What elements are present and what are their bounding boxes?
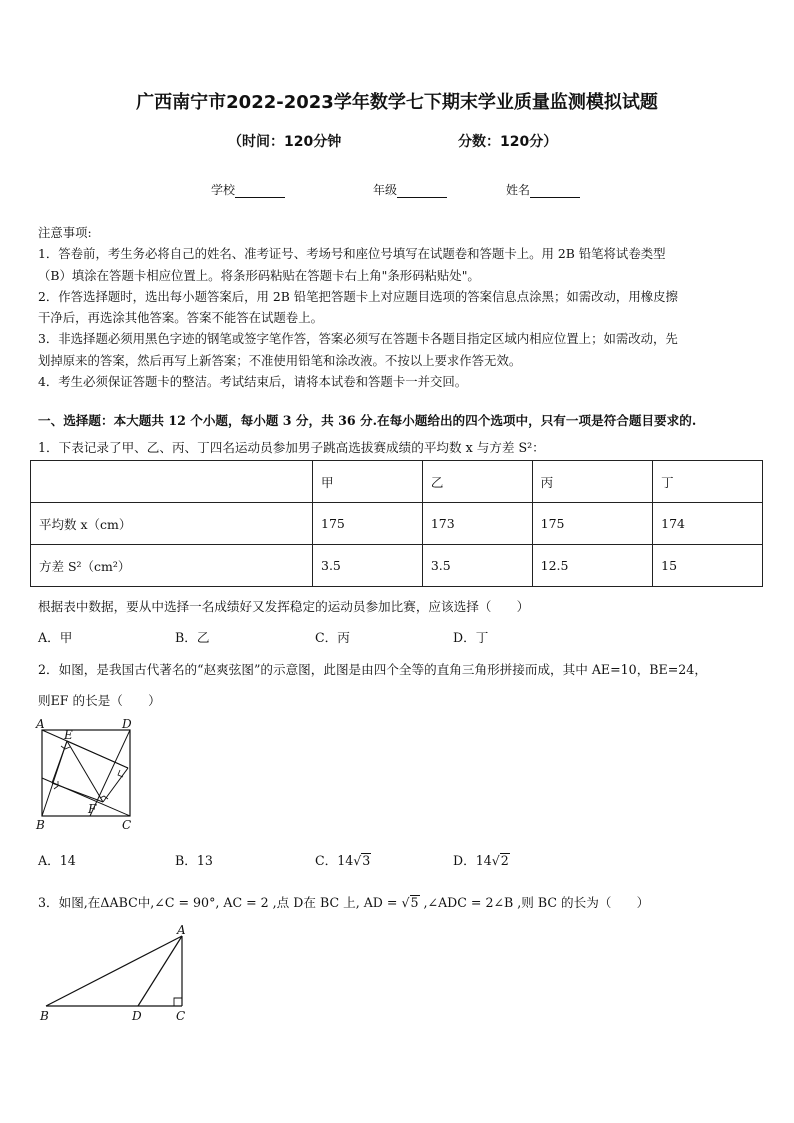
grade-blank[interactable]	[397, 185, 447, 198]
q1-table	[30, 460, 763, 587]
school-blank[interactable]	[235, 185, 285, 198]
choice-a[interactable]: A．甲	[38, 630, 73, 645]
notes-block	[38, 222, 760, 392]
label-d: D	[132, 1009, 142, 1023]
radicand-2: 2	[500, 853, 509, 868]
label-c: C	[176, 1009, 186, 1023]
table-row	[31, 461, 763, 503]
exam-time: （时间：120分钟	[228, 134, 342, 150]
name-label: 姓名	[506, 183, 531, 197]
choice-c[interactable]: C．丙	[315, 630, 350, 645]
label-b: B	[40, 1009, 49, 1023]
note-line: 3．非选择题必须用黑色字迹的钢笔或签字笔作答，答案必须写在答题卡各题目指定区域内相应位置上；如需改动，先	[38, 331, 678, 347]
table-cell: 175	[532, 503, 653, 545]
grade-label: 年级	[373, 183, 398, 197]
note-line: 4．考生必须保证答题卡的整洁。考试结束后，请将本试卷和答题卡一并交回。	[38, 374, 468, 390]
choice-d[interactable]: D．14√2	[453, 853, 509, 868]
notes-heading: 注意事项:	[38, 225, 92, 240]
radicand-5: 5	[410, 895, 419, 910]
exam-score: 分数：120分）	[458, 134, 558, 150]
note-line: 2．作答选择题时，选出每小题答案后，用 2B 铅笔把答题卡上对应题目选项的答案信息点涂黑；如需改动，用橡皮擦	[38, 288, 678, 304]
table-cell	[31, 461, 313, 503]
q1-question: 根据表中数据，要从中选择一名成绩好又发挥稳定的运动员参加比赛，应该选择（ ）	[38, 599, 530, 614]
grade-field[interactable]	[373, 181, 447, 198]
label-f: F	[88, 802, 97, 816]
label-a: A	[177, 923, 186, 937]
q2-stem-line1: 2．如图，是我国古代著名的“赵爽弦图”的示意图，此图是由四个全等的直角三角形拼接而成，其中 AE=10，BE=24，	[38, 662, 707, 677]
radicand-3: 3	[362, 853, 371, 868]
row-label-variance: 方差 S²（cm²）	[31, 545, 313, 587]
choice-a[interactable]: A．14	[38, 853, 76, 868]
school-field[interactable]	[211, 181, 285, 198]
choice-d[interactable]: D．丁	[453, 630, 489, 645]
section-heading: 一、选择题：本大题共 12 个小题，每小题 3 分，共 36 分.在每小题给出的四个选项中，只有一项是符合题目要求的.	[38, 413, 697, 428]
table-cell: 174	[653, 503, 763, 545]
note-line: 划掉原来的答案，然后再写上新答案；不准使用铅笔和涂改液。不按以上要求作答无效。	[38, 352, 522, 368]
table-cell: 175	[313, 503, 423, 545]
table-cell: 173	[422, 503, 532, 545]
table-header: 乙	[422, 461, 532, 503]
q1-stem: 1．下表记录了甲、乙、丙、丁四名运动员参加男子跳高选拔赛成绩的平均数 x 与方差 S²：	[38, 440, 545, 455]
exam-title: 广西南宁市2022-2023学年数学七下期末学业质量监测模拟试题	[136, 92, 658, 113]
table-row	[31, 503, 763, 545]
triangle-figure	[36, 922, 196, 1026]
table-cell: 15	[653, 545, 763, 587]
name-blank[interactable]	[530, 185, 580, 198]
label-a: A	[36, 717, 45, 731]
row-label-mean: 平均数 x（cm）	[31, 503, 313, 545]
zhao-shuang-figure	[34, 714, 144, 832]
choice-c[interactable]: C．14√3	[315, 853, 371, 868]
choice-b[interactable]: B．乙	[175, 630, 210, 645]
table-cell: 3.5	[313, 545, 423, 587]
table-header: 丁	[653, 461, 763, 503]
school-label: 学校	[211, 183, 236, 197]
q2-stem-line2: 则EF 的长是（ ）	[38, 693, 161, 708]
q3-stem: 3．如图,在ΔABC中,∠C = 90°, AC = 2 ,点 D在 BC 上, AD = √5 ,∠ADC = 2∠B ,则 BC 的长为（ ）	[38, 895, 650, 910]
table-header: 丙	[532, 461, 653, 503]
table-cell: 3.5	[422, 545, 532, 587]
table-header: 甲	[313, 461, 423, 503]
note-line: （B）填涂在答题卡相应位置上。将条形码粘贴在答题卡右上角"条形码粘贴处"。	[38, 267, 480, 283]
note-line: 干净后，再选涂其他答案。答案不能答在试题卷上。	[38, 310, 323, 326]
table-cell: 12.5	[532, 545, 653, 587]
table-row	[31, 545, 763, 587]
label-b: B	[36, 818, 45, 832]
name-field[interactable]	[506, 181, 580, 198]
choice-b[interactable]: B．13	[175, 853, 213, 868]
note-line: 1．答卷前，考生务必将自己的姓名、准考证号、考场号和座位号填写在试题卷和答题卡上。用 2B 铅笔将试卷类型	[38, 246, 666, 262]
label-c: C	[122, 818, 132, 832]
label-e: E	[64, 728, 73, 742]
label-d: D	[122, 717, 132, 731]
